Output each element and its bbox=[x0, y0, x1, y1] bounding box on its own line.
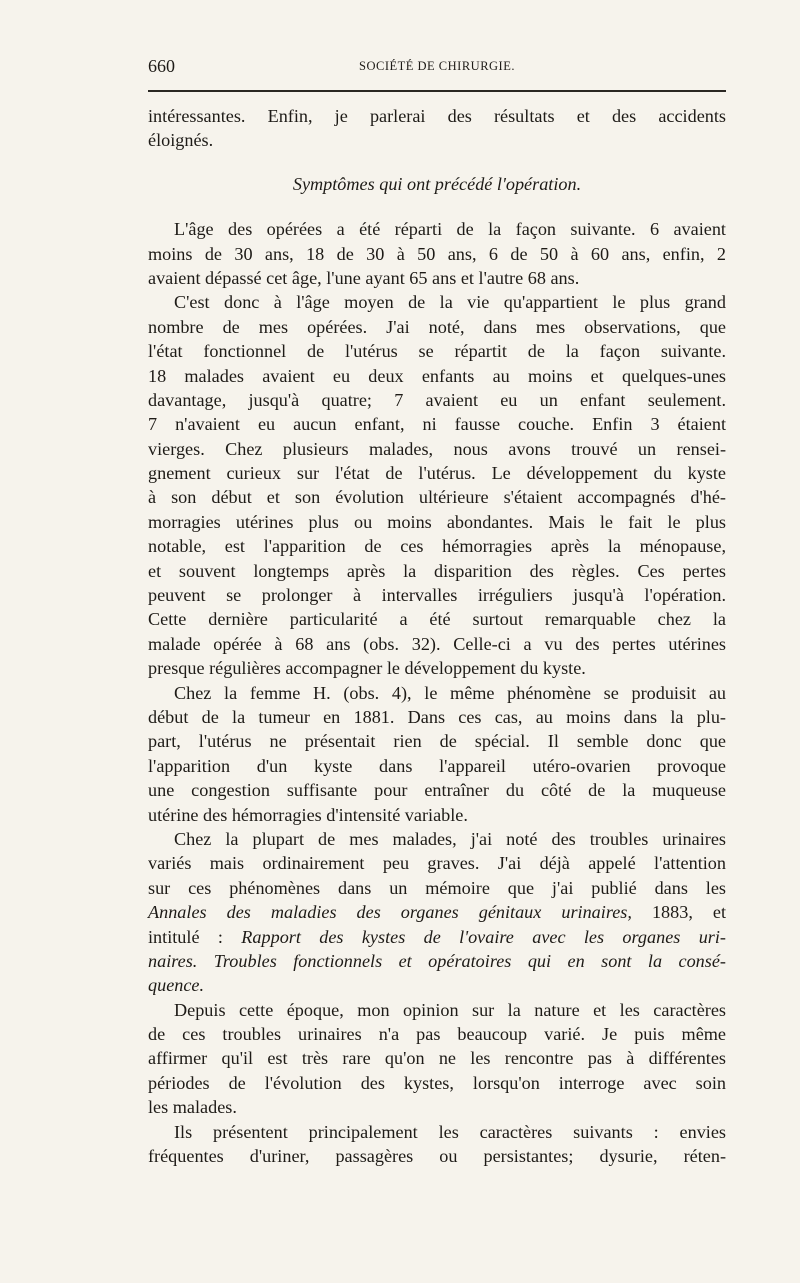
text-line: Depuis cette époque, mon opinion sur la nature et les caractères bbox=[174, 999, 726, 1020]
text-line: périodes de l'évolution des kystes, lorsqu'on interroge avec soin bbox=[148, 1072, 726, 1093]
text-line: utérine des hémorragies d'intensité variable. bbox=[148, 804, 468, 825]
text-line: Chez la plupart de mes malades, j'ai noté des troubles urinaires bbox=[174, 828, 726, 849]
text-line: 18 malades avaient eu deux enfants au moins et quelques-unes bbox=[148, 365, 726, 386]
text-line: peuvent se prolonger à intervalles irréguliers jusqu'à l'opération. bbox=[148, 585, 726, 606]
text-line: Cette dernière particularité a été surtout remarquable chez la bbox=[148, 609, 726, 630]
text-line: morragies utérines plus ou moins abondantes. Mais le fait le plus bbox=[148, 511, 726, 532]
text-line-cited-journal bbox=[148, 900, 726, 924]
text-line: éloignés. bbox=[148, 130, 214, 151]
text-line: L'âge des opérées a été réparti de la façon suivante. 6 avaient bbox=[174, 219, 726, 240]
text-line: quence. bbox=[148, 975, 205, 996]
text-line: l'apparition d'un kyste dans l'appareil utéro-ovarien provoque bbox=[148, 755, 726, 776]
text-line: vierges. Chez plusieurs malades, nous avons trouvé un rensei- bbox=[148, 438, 726, 459]
text-line: moins de 30 ans, 18 de 30 à 50 ans, 6 de 50 à 60 ans, enfin, 2 bbox=[148, 243, 726, 264]
header-rule bbox=[148, 90, 726, 92]
text-line: Chez la femme H. (obs. 4), le même phénomène se produisit au bbox=[174, 682, 726, 703]
section-heading: Symptômes qui ont précédé l'opération. bbox=[292, 173, 582, 194]
text-line: variés mais ordinairement peu graves. J'ai déjà appelé l'attention bbox=[148, 853, 726, 874]
text-line: et souvent longtemps après la disparition des règles. Ces pertes bbox=[148, 560, 726, 581]
text-line: nombre de mes opérées. J'ai noté, dans mes observations, que bbox=[148, 316, 726, 337]
body-text bbox=[148, 104, 726, 1168]
text-line: de ces troubles urinaires n'a pas beaucoup varié. Je puis même bbox=[148, 1024, 726, 1045]
text-line: une congestion suffisante pour entraîner du côté de la muqueuse bbox=[148, 780, 726, 801]
text-line: presque régulières accompagner le développement du kyste. bbox=[148, 658, 586, 679]
running-head bbox=[148, 56, 726, 86]
text-line: gnement curieux sur l'état de l'utérus. Le développement du kyste bbox=[148, 463, 726, 484]
cited-journal-title: Annales des maladies des organes génitaux urinaires, bbox=[148, 902, 632, 923]
journal-title: SOCIÉTÉ DE CHIRURGIE. bbox=[359, 59, 515, 73]
page-number: 660 bbox=[148, 56, 175, 76]
text-line-cited-title bbox=[148, 925, 726, 949]
text-line: les malades. bbox=[148, 1097, 237, 1118]
cited-memoir-title: Rapport des kystes de l'ovaire avec les organes uri- bbox=[241, 926, 726, 947]
text-line: Ils présentent principalement les caractères suivants : envies bbox=[174, 1121, 726, 1142]
text-line: malade opérée à 68 ans (obs. 32). Celle-ci a vu des pertes utérines bbox=[148, 633, 726, 654]
text-line: l'état fonctionnel de l'utérus se répartit de la façon suivante. bbox=[148, 341, 726, 362]
text-line: 7 n'avaient eu aucun enfant, ni fausse couche. Enfin 3 étaient bbox=[148, 414, 726, 435]
text-line: naires. Troubles fonctionnels et opératoires qui en sont la consé- bbox=[148, 950, 726, 971]
text-line: à son début et son évolution ultérieure s'étaient accompagnés d'hé- bbox=[148, 487, 726, 508]
text-line: avaient dépassé cet âge, l'une ayant 65 ans et l'autre 68 ans. bbox=[148, 267, 580, 288]
text-line: sur ces phénomènes dans un mémoire que j'ai publié dans les bbox=[148, 877, 726, 898]
text-line: fréquentes d'uriner, passagères ou persistantes; dysurie, réten- bbox=[148, 1146, 726, 1167]
cited-year: 1883, et bbox=[651, 902, 726, 923]
cited-intro: intitulé : bbox=[148, 926, 223, 947]
text-line: C'est donc à l'âge moyen de la vie qu'appartient le plus grand bbox=[174, 292, 726, 313]
text-line: affirmer qu'il est très rare qu'on ne les rencontre pas à différentes bbox=[148, 1048, 726, 1069]
text-line: intéressantes. Enfin, je parlerai des résultats et des accidents bbox=[148, 106, 726, 126]
text-line: début de la tumeur en 1881. Dans ces cas, au moins dans la plu- bbox=[148, 706, 726, 727]
text-line: davantage, jusqu'à quatre; 7 avaient eu un enfant seulement. bbox=[148, 389, 726, 410]
text-line: notable, est l'apparition de ces hémorragies après la ménopause, bbox=[148, 536, 726, 557]
text-line: part, l'utérus ne présentait rien de spécial. Il semble donc que bbox=[148, 731, 726, 752]
